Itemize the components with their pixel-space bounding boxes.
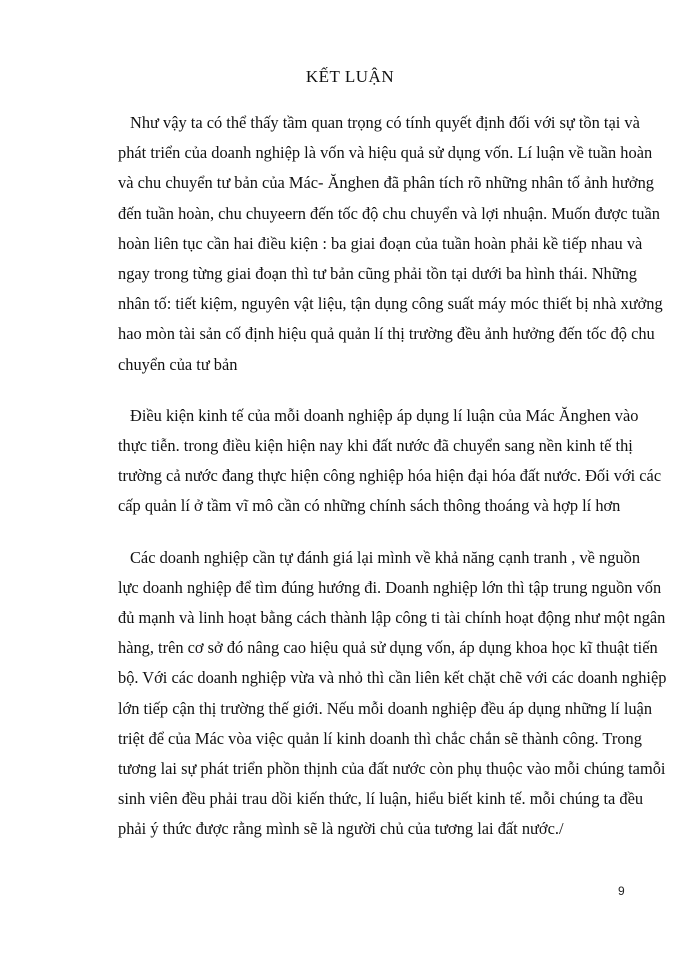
text-line: sinh viên đều phải trau dồi kiến thức, lí luận, hiểu biết kinh tế. mỗi chúng ta đều — [118, 789, 644, 809]
body-text — [118, 108, 667, 845]
text-line: đến tuần hoàn, chu chuyeern đến tốc độ chu chuyển và lợi nhuận. Muốn được tuần — [118, 203, 660, 223]
text-line: lớn tiếp cận thị trường thế giới. Nếu mỗi doanh nghiệp đều áp dụng những lí luận — [118, 698, 653, 718]
text-line: trường cả nước đang thực hiện công nghiệp hóa hiện đại hóa đất nước. Đối với các — [118, 466, 662, 486]
text-line: Các doanh nghiệp cần tự đánh giá lại mình về khả năng cạnh tranh , về nguồn — [130, 547, 641, 567]
text-line: triệt để của Mác vòa việc quản lí kinh doanh thì chắc chắn sẽ thành công. Trong — [118, 728, 642, 748]
text-line: tương lai sự phát triển phồn thịnh của đất nước còn phụ thuộc vào mỗi chúng tamỗi — [118, 759, 666, 779]
paragraph-3 — [118, 543, 667, 845]
text-line: phát triển của doanh nghiệp là vốn và hiệu quả sử dụng vốn. Lí luận về tuần hoàn — [118, 143, 653, 163]
text-line: thực tiễn. trong điều kiện hiện nay khi đất nước đã chuyển sang nền kinh tế thị — [118, 436, 633, 456]
text-line: hàng, trên cơ sở đó nâng cao hiệu quả sử dụng vốn, áp dụng khoa học kĩ thuật tiến — [118, 638, 658, 658]
text-line: và chu chuyển tư bản của Mác- Ănghen đã phân tích rõ những nhân tố ảnh hưởng — [118, 173, 654, 193]
text-line: chuyển của tư bản — [118, 354, 238, 374]
text-line: nhân tố: tiết kiệm, nguyên vật liệu, tận dụng công suất máy móc thiết bị nhà xưởng — [118, 294, 663, 314]
text-line: hao mòn tài sản cố định hiệu quả quản lí thị trường đều ảnh hưởng đến tốc độ chu — [118, 324, 655, 344]
text-line: cấp quản lí ở tầm vĩ mô cần có những chính sách thông thoáng và hợp lí hơn — [118, 496, 621, 516]
paragraph-2 — [118, 401, 662, 522]
text-line: hoàn liên tục cần hai điều kiện : ba giai đoạn của tuần hoàn phải kề tiếp nhau và — [118, 233, 643, 253]
text-line: phải ý thức được rằng mình sẽ là người chủ của tương lai đất nước./ — [118, 819, 564, 839]
text-line: ngay trong từng giai đoạn thì tư bản cũng phải tồn tại dưới ba hình thái. Những — [118, 264, 637, 284]
text-line: lực doanh nghiệp để tìm đúng hướng đi. Doanh nghiệp lớn thì tập trung nguồn vốn — [118, 577, 662, 597]
page-number: 9 — [618, 884, 625, 898]
text-line: bộ. Với các doanh nghiệp vừa và nhỏ thì cần liên kết chặt chẽ với các doanh nghiệp — [118, 668, 667, 688]
text-line: Như vậy ta có thể thấy tầm quan trọng có tính quyết định đối với sự tồn tại và — [130, 113, 640, 132]
text-line: đủ mạnh và linh hoạt bằng cách thành lập công ti tài chính hoạt động như một ngân — [118, 608, 666, 628]
page-title: KẾT LUẬN — [305, 67, 395, 86]
text-line: Điều kiện kinh tế của mỗi doanh nghiệp áp dụng lí luận của Mác Ănghen vào — [130, 405, 639, 425]
paragraph-1 — [118, 108, 663, 380]
